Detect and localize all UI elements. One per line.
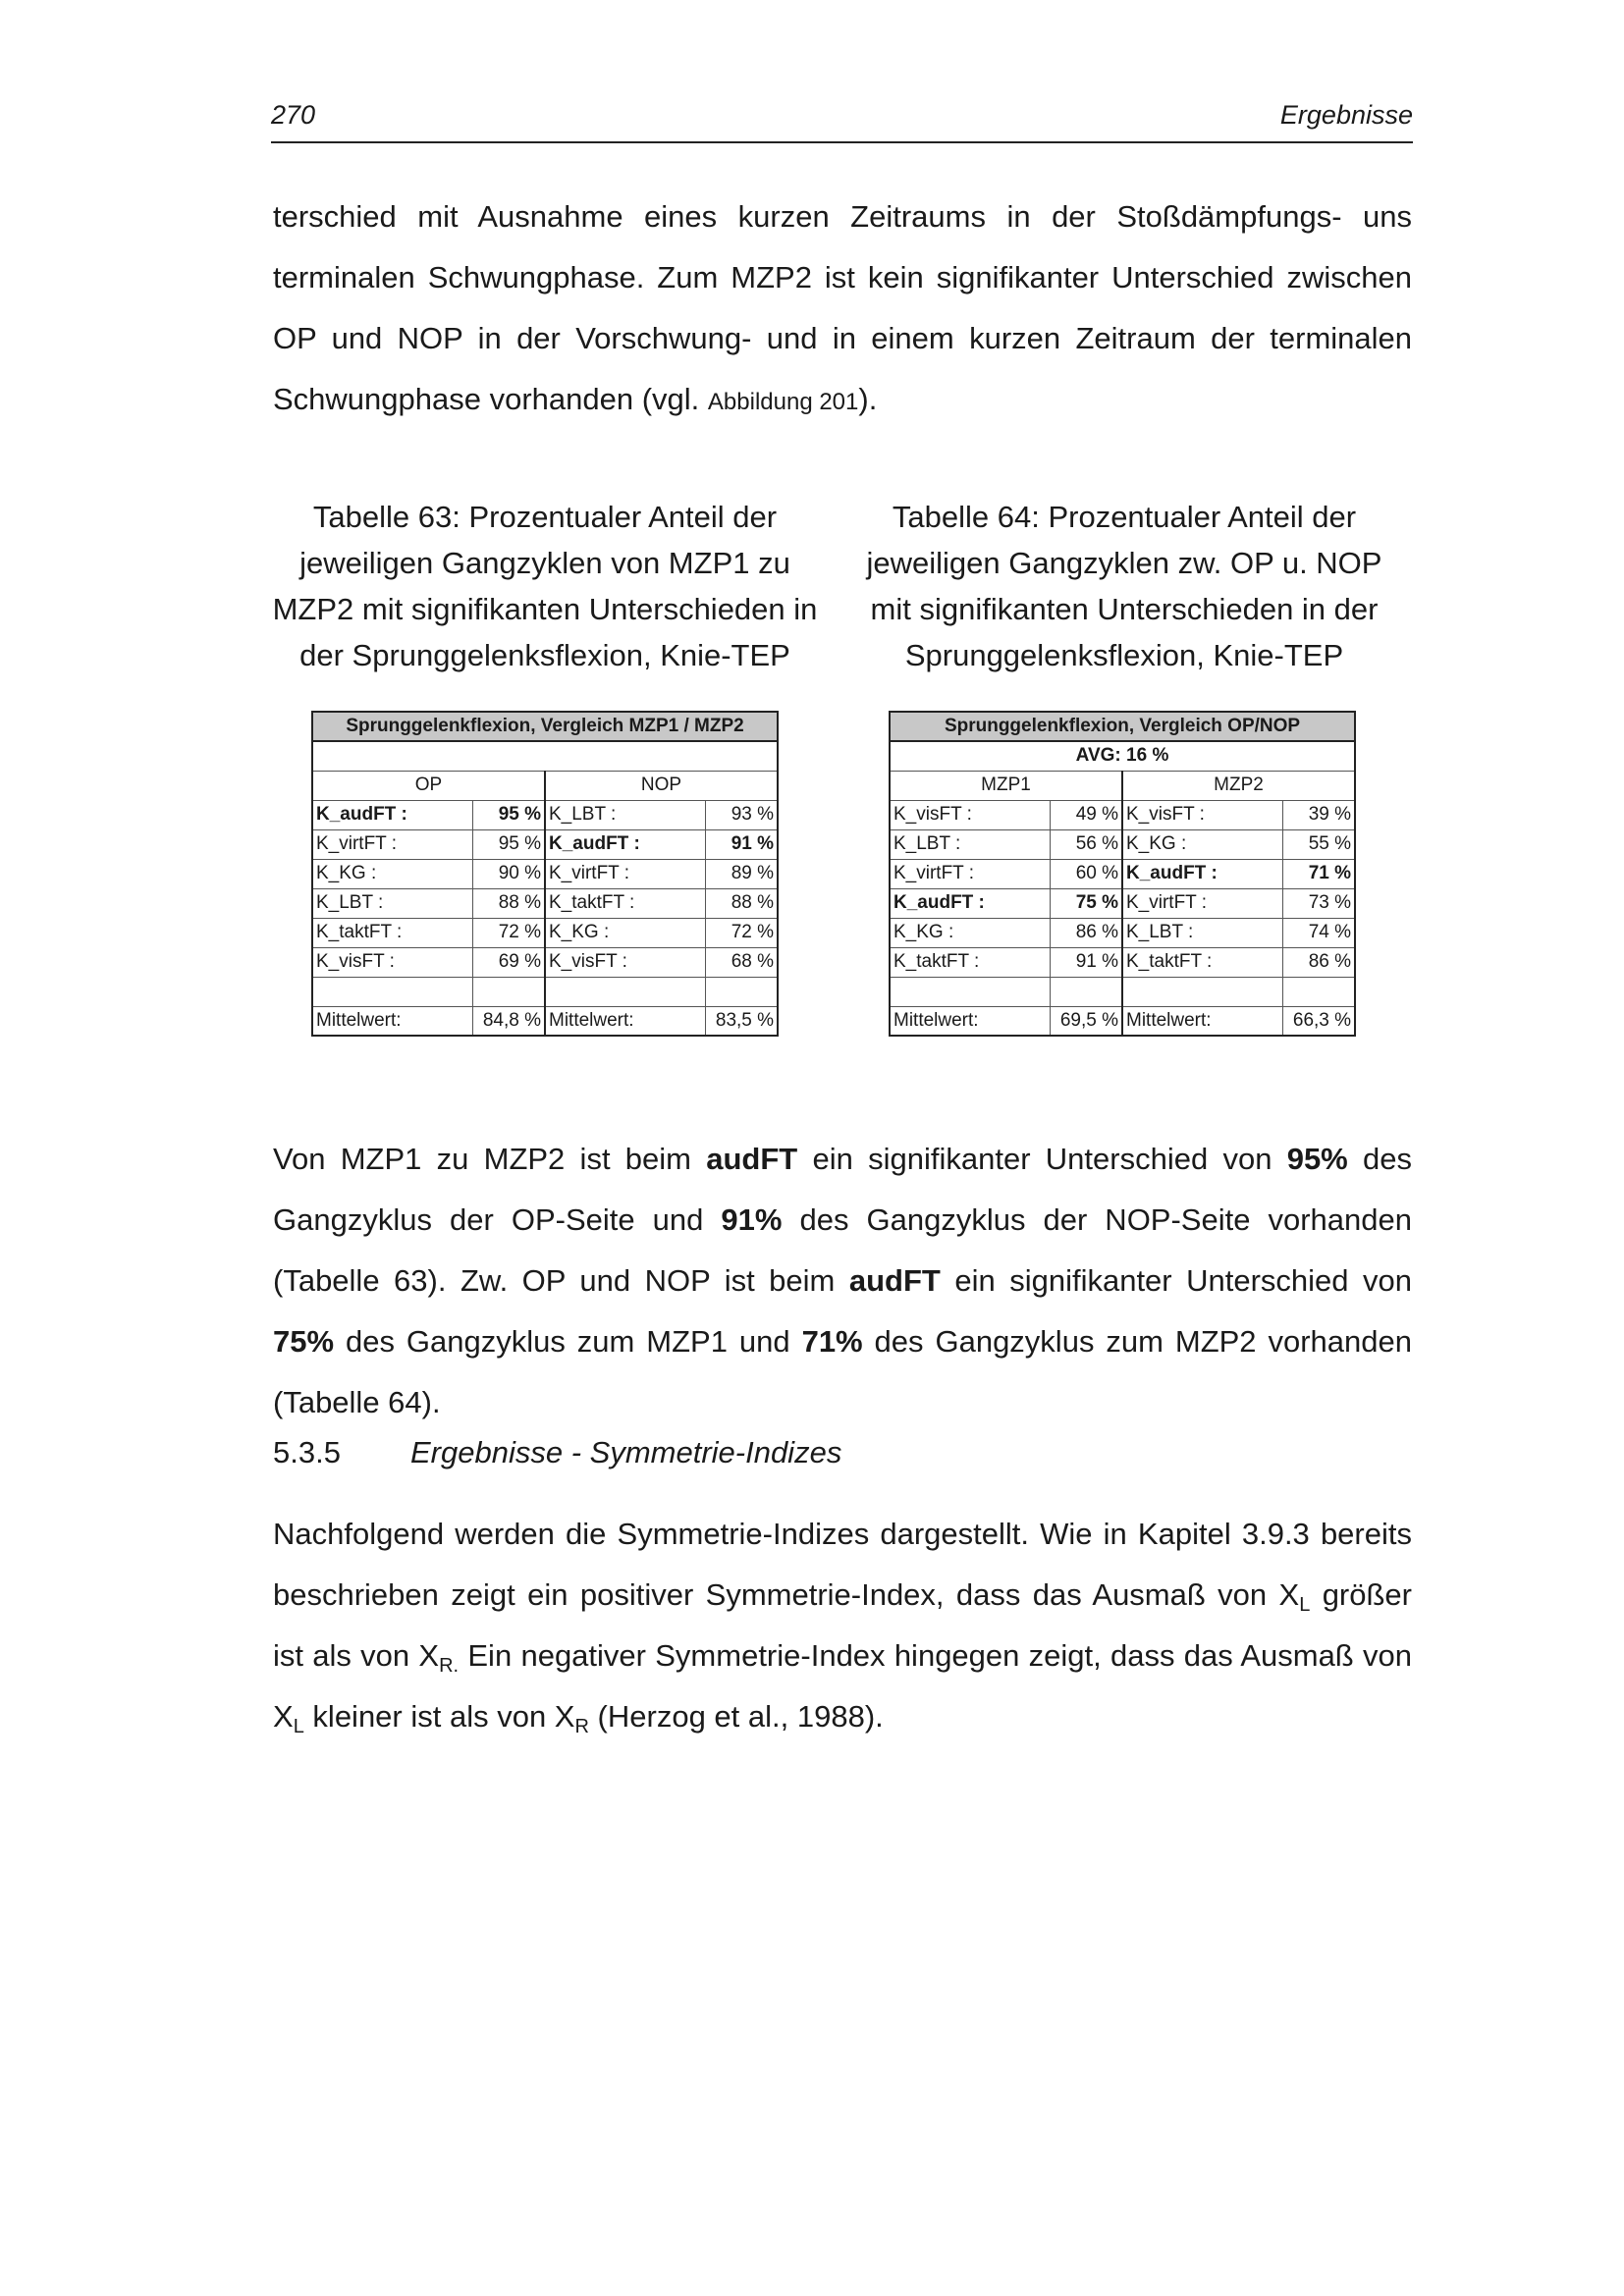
- results-text-2: ein signifikanter Unterschied von: [797, 1142, 1287, 1176]
- row-label-right: K_KG :: [1122, 829, 1282, 859]
- table-row: [312, 829, 778, 859]
- row-value-left: 75 %: [1050, 888, 1122, 918]
- row-label-left: K_virtFT :: [312, 829, 472, 859]
- row-label-right: K_visFT :: [1122, 800, 1282, 829]
- figure-reference: Abbildung 201: [707, 389, 859, 415]
- table-title-row: [312, 712, 778, 741]
- row-value-left: 69 %: [472, 947, 545, 977]
- row-value-left: 56 %: [1050, 829, 1122, 859]
- row-value-left: 72 %: [472, 918, 545, 947]
- table-title: Sprunggelenkflexion, Vergleich OP/NOP: [890, 712, 1355, 741]
- row-label-right: K_LBT :: [545, 800, 705, 829]
- row-value-right: 39 %: [1282, 800, 1355, 829]
- symmetry-text-2: größer ist als von X: [273, 1577, 1412, 1673]
- running-section-title: Ergebnisse: [1279, 100, 1413, 130]
- subscript-r-1: R.: [439, 1655, 460, 1677]
- row-label-left: K_LBT :: [890, 829, 1050, 859]
- table-row: [312, 800, 778, 829]
- row-label-left: K_KG :: [890, 918, 1050, 947]
- table-64: [889, 711, 1356, 1037]
- row-label-right: K_audFT :: [545, 829, 705, 859]
- row-value-left: 49 %: [1050, 800, 1122, 829]
- table-subtitle: [312, 741, 778, 771]
- table-header-row: [312, 771, 778, 800]
- row-label-right: K_taktFT :: [1122, 947, 1282, 977]
- table-row: [312, 918, 778, 947]
- results-text-4: des Gangzyklus der NOP-Seite vorhanden (Tabelle 63). Zw. OP und NOP ist beim: [273, 1202, 1413, 1298]
- results-text-7: des Gangzyklus zum MZP2 vorhanden (Tabelle 64).: [273, 1324, 1412, 1419]
- row-value-right: 68 %: [705, 947, 778, 977]
- row-value-right: 55 %: [1282, 829, 1355, 859]
- row-value-right: 88 %: [705, 888, 778, 918]
- row-label-right: K_virtFT :: [1122, 888, 1282, 918]
- table-mean-row: [890, 1006, 1355, 1036]
- table-spacer-row: [890, 977, 1355, 1006]
- mean-value-right: 66,3 %: [1282, 1006, 1355, 1036]
- results-text-1: Von MZP1 zu MZP2 ist beim: [273, 1142, 707, 1176]
- spacer-cell: [312, 977, 472, 1006]
- row-value-left: 95 %: [472, 829, 545, 859]
- section-number: 5.3.5: [273, 1435, 341, 1469]
- table-subtitle-row: [890, 741, 1355, 771]
- table-mean-row: [312, 1006, 778, 1036]
- row-value-right: 72 %: [705, 918, 778, 947]
- mean-label-left: Mittelwert:: [890, 1006, 1050, 1036]
- paragraph-intro: [273, 187, 1412, 433]
- row-label-left: K_visFT :: [890, 800, 1050, 829]
- row-value-right: 74 %: [1282, 918, 1355, 947]
- page-number: 270: [271, 100, 316, 130]
- results-text-6: des Gangzyklus zum MZP1 und: [334, 1324, 802, 1359]
- mean-value-left: 69,5 %: [1050, 1006, 1122, 1036]
- row-value-left: 91 %: [1050, 947, 1122, 977]
- mean-label-right: Mittelwert:: [545, 1006, 705, 1036]
- table-64-body: [890, 712, 1355, 1036]
- symmetry-text-1: Nachfolgend werden die Symmetrie-Indizes dargestellt. Wie in Kapitel 3.9.3 bereits beschrieben zeigt ein positiver Symmetrie-Index, dass das Ausmaß von X: [273, 1517, 1412, 1612]
- table-row: [312, 947, 778, 977]
- paragraph-results: [273, 1129, 1412, 1433]
- results-text-3: des Gangzyklus der OP-Seite und: [273, 1142, 1412, 1237]
- mean-value-right: 83,5 %: [705, 1006, 778, 1036]
- paragraph-intro-end: ).: [858, 382, 878, 416]
- table-subtitle-row: [312, 741, 778, 771]
- row-value-left: 88 %: [472, 888, 545, 918]
- table-header-row: [890, 771, 1355, 800]
- section-title: Ergebnisse - Symmetrie-Indizes: [410, 1435, 842, 1469]
- symmetry-text-3: Ein negativer Symmetrie-Index hingegen zeigt, dass das Ausmaß von X: [273, 1638, 1413, 1734]
- table-row: [890, 829, 1355, 859]
- table-title: Sprunggelenkflexion, Vergleich MZP1 / MZP2: [312, 712, 778, 741]
- results-bold-4: audFT: [848, 1263, 941, 1298]
- results-bold-2: 95%: [1286, 1142, 1348, 1176]
- row-label-left: K_LBT :: [312, 888, 472, 918]
- row-value-right: 89 %: [705, 859, 778, 888]
- paragraph-symmetry: [273, 1504, 1412, 1747]
- symmetry-text-4: kleiner ist als von X: [303, 1699, 575, 1734]
- row-label-left: K_audFT :: [312, 800, 472, 829]
- results-bold-5: 75%: [273, 1324, 335, 1359]
- spacer-cell: [545, 977, 705, 1006]
- row-label-left: K_visFT :: [312, 947, 472, 977]
- row-value-right: 71 %: [1282, 859, 1355, 888]
- paragraph-intro-text: terschied mit Ausnahme eines kurzen Zeitraums in der Stoßdämpfungs- uns terminalen Schwungphase. Zum MZP2 ist kein signifikanter Unterschied zwischen OP und NOP in der Vorschwung- und in einem kurzen Zeitraum der terminalen Schwungphase vorhanden (vgl.: [273, 199, 1412, 416]
- results-bold-1: audFT: [706, 1142, 798, 1176]
- row-value-right: 91 %: [705, 829, 778, 859]
- row-label-left: K_KG :: [312, 859, 472, 888]
- column-header-left: OP: [312, 771, 545, 800]
- row-value-left: 90 %: [472, 859, 545, 888]
- results-bold-6: 71%: [801, 1324, 863, 1359]
- table-64-caption: Tabelle 64: Prozentualer Anteil der jeweiligen Gangzyklen zw. OP u. NOP mit signifikanten Unterschieden in der Sprunggelenksflexion, Knie-TEP: [866, 500, 1382, 672]
- spacer-cell: [1122, 977, 1282, 1006]
- row-label-right: K_audFT :: [1122, 859, 1282, 888]
- table-row: [312, 859, 778, 888]
- column-header-left: MZP1: [890, 771, 1122, 800]
- mean-label-left: Mittelwert:: [312, 1006, 472, 1036]
- table-row: [890, 859, 1355, 888]
- row-value-left: 60 %: [1050, 859, 1122, 888]
- column-header-right: MZP2: [1122, 771, 1355, 800]
- row-value-right: 93 %: [705, 800, 778, 829]
- results-bold-3: 91%: [721, 1202, 783, 1237]
- spacer-cell: [705, 977, 778, 1006]
- mean-value-left: 84,8 %: [472, 1006, 545, 1036]
- page-header: [271, 98, 1413, 143]
- row-label-left: K_taktFT :: [890, 947, 1050, 977]
- table-subtitle: AVG: 16 %: [890, 741, 1355, 771]
- subscript-l-2: L: [293, 1716, 304, 1737]
- table-spacer-row: [312, 977, 778, 1006]
- spacer-cell: [1282, 977, 1355, 1006]
- table-row: [312, 888, 778, 918]
- row-value-right: 86 %: [1282, 947, 1355, 977]
- row-label-right: K_visFT :: [545, 947, 705, 977]
- spacer-cell: [890, 977, 1050, 1006]
- table-63-body: [312, 712, 778, 1036]
- row-label-left: K_virtFT :: [890, 859, 1050, 888]
- results-text-5: ein signifikanter Unterschied von: [940, 1263, 1412, 1298]
- row-value-right: 73 %: [1282, 888, 1355, 918]
- table-63: [311, 711, 779, 1037]
- subscript-r-2: R: [574, 1716, 589, 1737]
- column-header-right: NOP: [545, 771, 778, 800]
- table-row: [890, 800, 1355, 829]
- symmetry-text-5: (Herzog et al., 1988).: [588, 1699, 884, 1734]
- table-row: [890, 918, 1355, 947]
- row-label-right: K_KG :: [545, 918, 705, 947]
- spacer-cell: [472, 977, 545, 1006]
- subscript-l-1: L: [1299, 1594, 1311, 1616]
- row-label-left: K_taktFT :: [312, 918, 472, 947]
- table-row: [890, 947, 1355, 977]
- row-label-right: K_virtFT :: [545, 859, 705, 888]
- row-label-right: K_taktFT :: [545, 888, 705, 918]
- row-value-left: 95 %: [472, 800, 545, 829]
- row-label-left: K_audFT :: [890, 888, 1050, 918]
- row-label-right: K_LBT :: [1122, 918, 1282, 947]
- table-title-row: [890, 712, 1355, 741]
- row-value-left: 86 %: [1050, 918, 1122, 947]
- spacer-cell: [1050, 977, 1122, 1006]
- mean-label-right: Mittelwert:: [1122, 1006, 1282, 1036]
- table-row: [890, 888, 1355, 918]
- table-63-caption: Tabelle 63: Prozentualer Anteil der jeweiligen Gangzyklen von MZP1 zu MZP2 mit signifikanten Unterschieden in der Sprunggelenksflexion, Knie-TEP: [272, 500, 818, 672]
